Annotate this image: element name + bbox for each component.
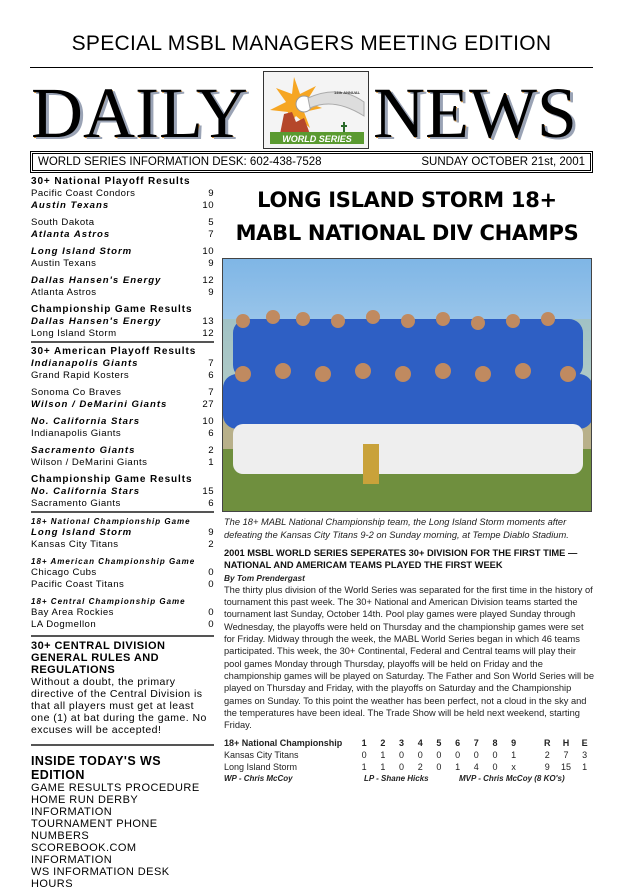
issue-date: SUNDAY OCTOBER 21st, 2001	[421, 156, 585, 168]
edition-banner: SPECIAL MSBL MANAGERS MEETING EDITION	[71, 32, 552, 55]
losing-pitcher: LP - Shane Hicks	[364, 774, 429, 784]
team: Dallas Hansen's Energy	[31, 316, 162, 327]
box-cell: 3	[399, 738, 405, 749]
result-row	[31, 358, 214, 370]
team: Long Island Storm	[224, 762, 298, 773]
results-column	[31, 176, 214, 890]
box-cell: 9	[544, 762, 550, 773]
result-row	[31, 527, 214, 539]
team: Long Island Storm	[31, 246, 133, 257]
team: Chicago Cubs	[31, 567, 97, 578]
score: 27	[202, 399, 214, 410]
score: 0	[208, 579, 214, 590]
section-title: 30+ National Playoff Results	[31, 176, 191, 187]
box-cell: 0	[417, 750, 423, 761]
box-cell: 8	[492, 738, 498, 749]
logo-subtext: 14th ANNUAL	[334, 90, 361, 95]
inside-item: GAME RESULTS PROCEDURE	[31, 782, 200, 794]
box-cell: 0	[492, 750, 498, 761]
box-score	[224, 737, 594, 784]
result-row	[31, 229, 214, 241]
result-row	[31, 258, 214, 270]
team: Kansas City Titans	[31, 539, 119, 550]
team: Long Island Storm	[31, 328, 117, 339]
team: Wilson / DeMarini Giants	[31, 399, 168, 410]
team: No. California Stars	[31, 486, 141, 497]
team: Indianapolis Giants	[31, 428, 122, 439]
score: 9	[208, 287, 214, 298]
score: 0	[208, 607, 214, 618]
box-row	[224, 749, 594, 761]
section-title: Championship Game Results	[31, 304, 193, 315]
score: 9	[208, 258, 214, 269]
team: Dallas Hansen's Energy	[31, 275, 162, 286]
score: 5	[208, 217, 214, 228]
result-row	[31, 428, 214, 440]
score: 7	[208, 387, 214, 398]
box-cell: 0	[473, 750, 479, 761]
box-cell: 7	[563, 750, 569, 761]
box-row	[224, 761, 594, 773]
box-cell: 15	[560, 762, 571, 773]
score: 9	[208, 188, 214, 199]
story-column	[224, 516, 594, 784]
team: Sacramento Giants	[31, 445, 136, 456]
team-photo	[222, 258, 592, 512]
box-cell: R	[544, 738, 551, 749]
section-title: 18+ American Championship Game	[31, 557, 196, 566]
section-title: Championship Game Results	[31, 474, 193, 485]
headline	[222, 184, 592, 250]
result-row	[31, 188, 214, 200]
box-cell: 7	[473, 738, 479, 749]
box-cell: 0	[361, 750, 367, 761]
box-cell: 1	[361, 738, 367, 749]
box-cell: 6	[455, 738, 461, 749]
masthead-daily: DAILY	[31, 73, 248, 153]
box-cell: H	[562, 738, 570, 749]
score: 0	[208, 619, 214, 630]
result-row	[31, 287, 214, 299]
score: 13	[202, 316, 214, 327]
team: Pacific Coast Titans	[31, 579, 125, 590]
result-row	[31, 399, 214, 411]
inside-item: SCOREBOOK.COM INFORMATION	[31, 842, 137, 866]
box-cell: 4	[473, 762, 479, 773]
score: 10	[202, 246, 214, 257]
divider	[31, 635, 214, 637]
masthead-news: NEWS	[373, 73, 577, 153]
box-cell: 5	[436, 738, 442, 749]
score: 15	[202, 486, 214, 497]
team: No. California Stars	[31, 416, 141, 427]
section-title: 30+ American Playoff Results	[31, 346, 197, 357]
result-row	[31, 200, 214, 212]
box-cell: 0	[399, 750, 405, 761]
box-cell: 2	[544, 750, 550, 761]
score: 0	[208, 567, 214, 578]
team: Austin Texans	[31, 258, 97, 269]
box-cell: 1	[380, 750, 386, 761]
article-title: 2001 MSBL WORLD SERIES SEPERATES 30+ DIVISION FOR THE FIRST TIME — NATIONAL AND AMERICAM TEAMS PLAYED THE FIRST WEEK	[224, 548, 578, 571]
team: Bay Area Rockies	[31, 607, 114, 618]
team: Long Island Storm	[31, 527, 133, 538]
box-cell: 0	[492, 762, 498, 773]
score: 2	[208, 445, 214, 456]
team: Grand Rapid Kosters	[31, 370, 130, 381]
team: Atlanta Astros	[31, 229, 111, 240]
divider	[31, 511, 214, 513]
divider	[31, 744, 214, 746]
box-cell: 2	[380, 738, 386, 749]
result-row	[31, 567, 214, 579]
inside-item: HOME RUN DERBY INFORMATION	[31, 794, 138, 818]
team: Austin Texans	[31, 200, 110, 211]
result-row	[31, 607, 214, 619]
score: 9	[208, 527, 214, 538]
result-row	[31, 619, 214, 631]
article	[224, 547, 594, 731]
result-row	[31, 370, 214, 382]
box-cell: 1	[361, 762, 367, 773]
score: 7	[208, 229, 214, 240]
score: 7	[208, 358, 214, 369]
result-row	[31, 457, 214, 469]
headline-line: LONG ISLAND STORM 18+	[257, 188, 557, 212]
score: 6	[208, 370, 214, 381]
section-title: 18+ Central Championship Game	[31, 597, 186, 606]
logo-text: WORLD SERIES	[282, 134, 352, 144]
score: 6	[208, 498, 214, 509]
rules-text: Without a doubt, the primary directive of the Central Division is that all players must get at least one (1) at bat during the game. No excuses will be accepted!	[31, 676, 207, 736]
box-cell: x	[511, 762, 516, 773]
score: 2	[208, 539, 214, 550]
info-bar	[30, 151, 593, 173]
box-cell: 0	[399, 762, 405, 773]
rules-title: 30+ CENTRAL DIVISION GENERAL RULES AND REGULATIONS	[31, 640, 166, 676]
score: 12	[202, 275, 214, 286]
result-row	[31, 246, 214, 258]
team: Wilson / DeMarini Giants	[31, 457, 148, 468]
world-series-logo	[263, 71, 369, 149]
box-cell: 2	[417, 762, 423, 773]
box-cell: 1	[455, 762, 461, 773]
article-body: The thirty plus division of the World Series was separated for the first time in the history of tournament this past week. The 30+ National and American Division teams started the tournament last Sunday, October 14th. Pool play games were played Sunday through Wednesday, the playoffs were held on Thursday and the championship games were set for Friday. Midway through the week, the MABL World Series began in which 46 teams participated. This week, the 30+ Continental, Federal and Central teams will play their pool games Monday through Thursday, playoffs will be held on Friday and the championship games will be played on Saturday. The Father and Son World Series will be played on Thursday and Friday, with the playoffs on Saturday and the Championship games on Sunday. To this point the weather has been perfect, not a cloud in the sky and the temperatures have been ideal. The Trade Show will be held next weekend, starting Friday.	[224, 584, 595, 731]
score: 12	[202, 328, 214, 339]
box-cell: E	[581, 738, 588, 749]
team: South Dakota	[31, 217, 95, 228]
result-row	[31, 539, 214, 551]
article-byline: By Tom Prendergast	[224, 572, 305, 583]
result-row	[31, 217, 214, 229]
result-row	[31, 275, 214, 287]
box-cell: 0	[455, 750, 461, 761]
inside-title: INSIDE TODAY'S WS EDITION	[31, 754, 162, 782]
box-cell: 0	[436, 750, 442, 761]
box-score-title: 18+ National Championship	[224, 738, 343, 749]
box-cell: 1	[511, 750, 517, 761]
divider	[31, 341, 214, 343]
info-desk-phone: WORLD SERIES INFORMATION DESK: 602-438-7528	[38, 156, 322, 168]
inside-item: TOURNAMENT PHONE NUMBERS	[31, 818, 158, 842]
team: Kansas City Titans	[224, 750, 299, 761]
team: Sonoma Co Braves	[31, 387, 122, 398]
box-cell: 0	[436, 762, 442, 773]
result-row	[31, 445, 214, 457]
team: Pacific Coast Condors	[31, 188, 136, 199]
section-title: 18+ National Championship Game	[31, 517, 191, 526]
score: 10	[202, 416, 214, 427]
inside-item: WS INFORMATION DESK HOURS	[31, 866, 170, 890]
result-row	[31, 387, 214, 399]
box-cell: 1	[582, 762, 588, 773]
headline-line: MABL NATIONAL DIV CHAMPS	[235, 221, 579, 245]
result-row	[31, 579, 214, 591]
team: Atlanta Astros	[31, 287, 97, 298]
team: Indianapolis Giants	[31, 358, 139, 369]
team: LA Dogmellon	[31, 619, 97, 630]
score: 1	[208, 457, 214, 468]
inside-edition-box	[31, 754, 214, 890]
score: 10	[202, 200, 214, 211]
box-cell: 3	[582, 750, 588, 761]
box-cell: 1	[380, 762, 386, 773]
mvp: MVP - Chris McCoy (8 KO's)	[459, 774, 565, 784]
team: Sacramento Giants	[31, 498, 121, 509]
box-cell: 4	[417, 738, 423, 749]
winning-pitcher: WP - Chris McCoy	[224, 774, 293, 784]
result-row	[31, 416, 214, 428]
rules-box	[31, 640, 214, 736]
box-cell: 9	[511, 738, 517, 749]
score: 6	[208, 428, 214, 439]
photo-caption: The 18+ MABL National Championship team, the Long Island Storm moments after defeating the Kansas City Titans 9-2 on Sunday morning, at Tempe Diablo Stadium.	[224, 517, 569, 540]
